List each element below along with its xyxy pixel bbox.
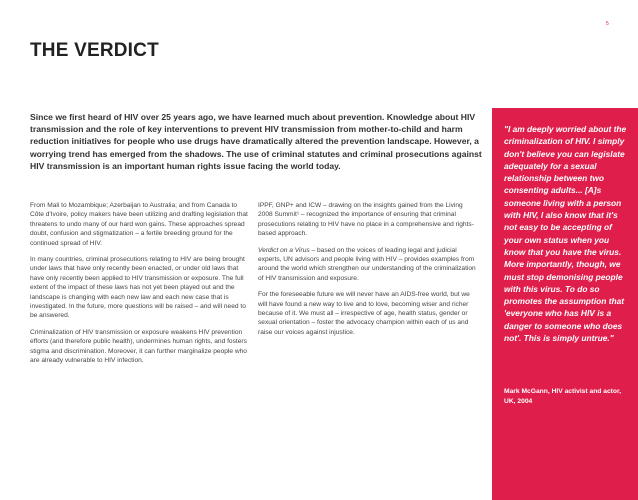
left-paragraph-2: In many countries, criminal prosecutions relating to HIV are being brought under laws that have only recently been enacted, or under old laws that have only recently been applied to HIV transmission or exposure. The full extent of the impact of these laws has not yet been played out and the landscape is changing with each new law and each new case that is investigated. In the future, more questions will be raised – and will need to be answered. xyxy=(30,256,246,320)
page-number: 5 xyxy=(606,21,609,27)
quote-sidebar xyxy=(492,108,638,500)
right-paragraph-2 xyxy=(258,246,476,284)
left-column xyxy=(30,201,248,373)
intro-paragraph: Since we first heard of HIV over 25 years ago, we have learned much about prevention. Knowledge about HIV transmission and the role of key interventions to prevent HIV transmission from mother-to-child and harm reduction initiatives for people who use drugs have dramatically altered the prevention landscape. However, a worrying trend has emerged from the shadows. The use of criminal statutes and criminal prosecutions against HIV transmission is an important human rights issue facing the world today. xyxy=(30,112,482,171)
publication-title: Verdict on a Virus xyxy=(258,246,310,254)
pull-quote: "I am deeply worried about the criminalization of HIV. I simply don't believe you can legislate adequately for a sexual relationship between two consenting adults... [A]s someone living with a person with HIV, I also know that it's not easy to be accepting of your own status when you know that you have the virus. More importantly, though, we must stop demonising people with this virus. To do so promotes the assumption that 'everyone who has HIV is a danger to someone who does not'. This is simply untrue." xyxy=(504,124,627,344)
right-column xyxy=(258,201,476,344)
right-paragraph-3: For the foreseeable future we will never have an AIDS-free world, but we will have found a new way to live and to love, becoming wiser and richer because of it. We must all – irrespective of age, health status, gender or sexual orientation – foster the advocacy champion within each of us and raise our voices against injustice. xyxy=(258,291,470,336)
left-paragraph-3: Criminalization of HIV transmission or exposure weakens HIV prevention efforts (and therefore public health), undermines human rights, and fosters stigma and discrimination. Moreover, it can further marginalize people who are already vulnerable to HIV infection. xyxy=(30,328,247,365)
page-title: THE VERDICT xyxy=(30,40,159,61)
right-paragraph-2-text: – based on the voices of leading legal and judicial experts, UN advisors and people living with HIV – provides examples from around the world which strengthen our understanding of the criminalization of HIV transmission and exposure. xyxy=(258,246,476,282)
right-paragraph-1: IPPF, GNP+ and ICW – drawing on the insights gained from the Living 2008 Summit¹ – recognized the importance of ensuring that criminal prosecutions relating to HIV have no place in a comprehensive and rights-based approach. xyxy=(258,202,474,238)
left-paragraph-1: From Mali to Mozambique; Azerbaijan to Australia; and from Canada to Côte d'Ivoire, policy makers have been utilizing and drafting legislation that threatens to undo many of our hard won gains. These approaches spread doubt, confusion and stigmatization – a fertile breeding ground for the continued spread of HIV. xyxy=(30,202,248,247)
quote-attribution: Mark McGann, HIV activist and actor, UK, 2004 xyxy=(504,388,622,405)
